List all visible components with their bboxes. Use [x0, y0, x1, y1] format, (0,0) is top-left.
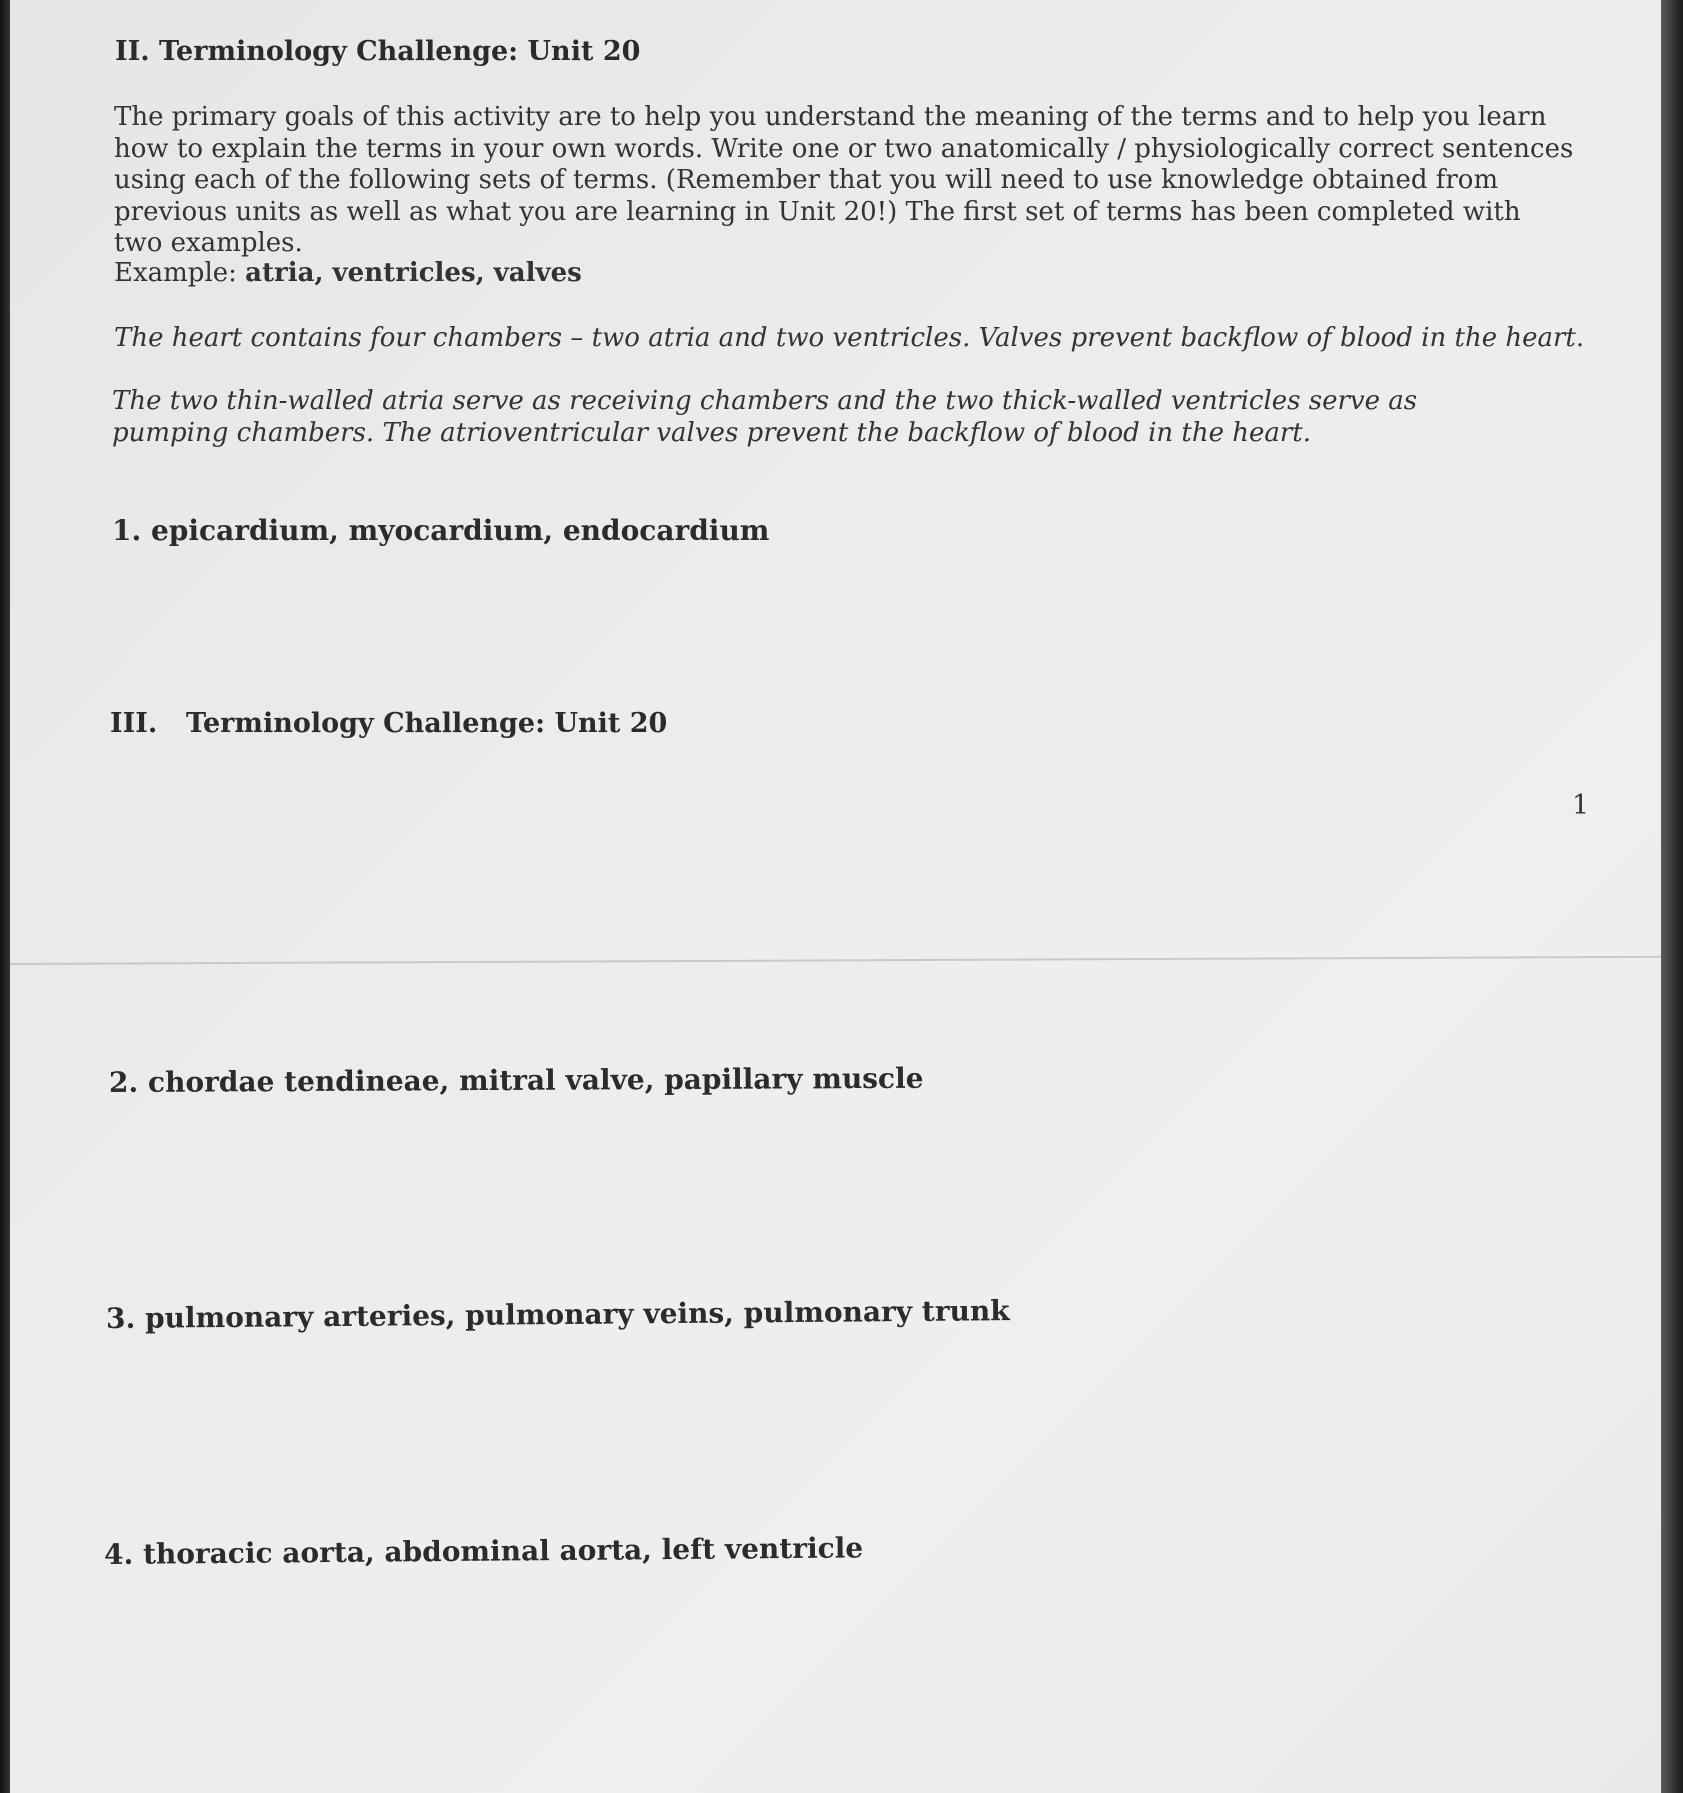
example-prefix: Example: [114, 258, 246, 288]
term-set-number: 2. [108, 1065, 139, 1099]
term-set-number: 1. [112, 514, 142, 547]
term-set-2 [109, 1062, 924, 1099]
example-answer-2: The two thin-walled atria serve as receiving chambers and the two thick-walled ventricles serve as pumping chambers. The atrioventricular valves prevent the backflow of blood in the heart. [112, 386, 1418, 448]
section-iii-heading [110, 708, 667, 739]
example-terms: atria, ventricles, valves [245, 258, 582, 288]
section-iii-title: Terminology Challenge: Unit 20 [186, 708, 668, 739]
term-set-4 [104, 1531, 863, 1571]
section-ii-heading: II. Terminology Challenge: Unit 20 [115, 36, 641, 67]
page-number: 1 [1572, 790, 1590, 821]
term-set-terms: thoracic aorta, abdominal aorta, left ventricle [142, 1531, 864, 1571]
term-set-terms: pulmonary arteries, pulmonary veins, pulmonary trunk [144, 1294, 1010, 1335]
example-line [114, 258, 582, 290]
term-set-terms: chordae tendineae, mitral valve, papillary muscle [147, 1061, 924, 1099]
term-set-number: 4. [103, 1537, 134, 1571]
intro-paragraph: The primary goals of this activity are to help you understand the meaning of the terms and to help you learn how to explain the terms in your own words. Write one or two anatomically / physiologically correct sentences using each of the following sets of terms. (Remember that you will need to use knowledge obtained from previous units as well as what you are learning in Unit 20!) The first set of terms has been completed with two examples. [114, 102, 1574, 258]
term-set-number: 3. [105, 1301, 136, 1335]
term-set-1 [112, 514, 769, 547]
photo-background-right [1661, 0, 1683, 1793]
section-iii-number: III. [110, 708, 158, 739]
term-set-terms: epicardium, myocardium, endocardium [150, 514, 770, 547]
example-answer-1: The heart contains four chambers – two atria and two ventricles. Valves prevent backflow of blood in the heart. [114, 323, 1585, 353]
